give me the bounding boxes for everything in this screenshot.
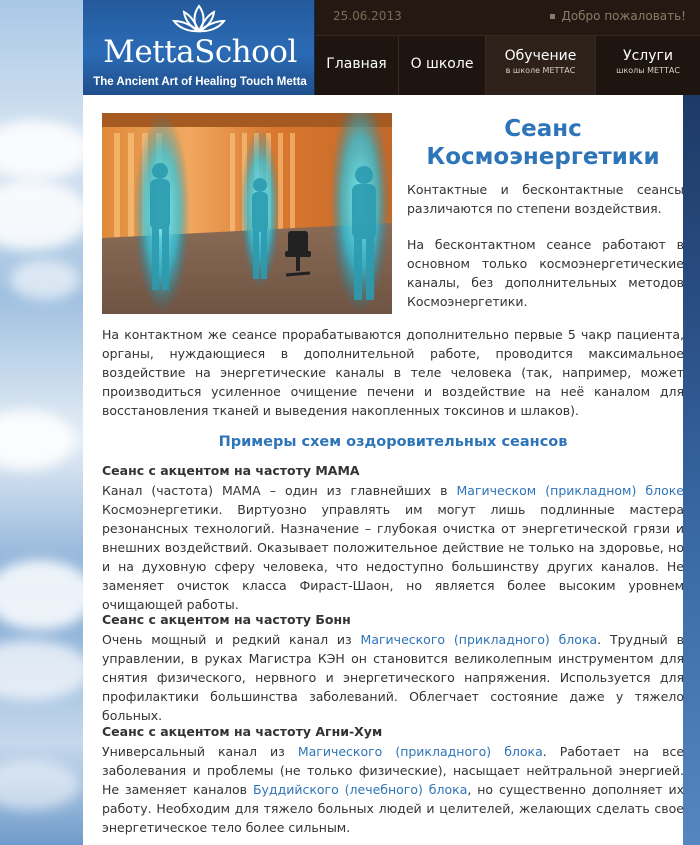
session-text-agni bbox=[102, 742, 684, 837]
nav-sublabel: школы МЕТТАС bbox=[616, 66, 680, 75]
intro-paragraph-1: Контактные и бесконтактные сеансы различаются по степени воздействия. bbox=[407, 182, 684, 216]
text-part: . Работает на все заболевания и проблемы (не только физические), насыщает нейтральной энергией. Не заменяет каналов bbox=[102, 744, 685, 797]
site-logo[interactable] bbox=[83, 0, 315, 95]
logo-tagline: The Ancient Art of Healing Touch Metta bbox=[93, 76, 307, 88]
bullet-icon bbox=[550, 14, 555, 19]
sky-background bbox=[0, 0, 83, 845]
top-bar bbox=[315, 0, 700, 36]
page-title: Сеанс Космоэнергетики bbox=[426, 116, 660, 170]
magic-block-link[interactable]: Магического (прикладного) блока bbox=[297, 744, 543, 759]
session-heading-bonn: Сеанс с акцентом на частоту Бонн bbox=[102, 612, 351, 627]
lotus-icon bbox=[171, 4, 227, 34]
magic-block-link[interactable]: Магическом (прикладном) блоке bbox=[456, 483, 684, 498]
intro-paragraph-3: На контактном же сеансе прорабатываются дополнительно первые 5 чакр пациента, органы, нуждающиеся в дополнительной работе, проводится максимальное воздействие на энергетические каналы в теле человека (так, например, может производиться усиленное очищение печени и воздействие на неё каналом для восстановления тканей и выведения накопленных токсинов и шлаков). bbox=[102, 327, 684, 418]
session-text-mama bbox=[102, 481, 684, 614]
text-part: Космоэнергетики. Виртуозно управлять им могут лишь подлинные мастера резонансных технологий. Назначение – глубокая очистка от энергетической грязи и внешних воздействий. Оказывает положительное действие не только на здоровье, но и на духовную сферу человека, что недоступно большинству других каналов. Не заменяет очисток класса Фираст-Шаон, но является более высоким уровнем очищающей работы. bbox=[102, 502, 684, 612]
nav-label: Услуги bbox=[623, 48, 673, 64]
session-text-bonn bbox=[102, 630, 684, 725]
nav-label: О школе bbox=[410, 56, 474, 72]
site-header bbox=[83, 0, 700, 95]
nav-label: Главная bbox=[326, 56, 387, 72]
nav-sublabel: в школе МЕТТАС bbox=[505, 66, 576, 75]
nav-item-services[interactable] bbox=[596, 36, 700, 95]
logo-name: MettaSchool bbox=[103, 34, 297, 70]
section-title: Примеры схем оздоровительных сеансов bbox=[218, 434, 568, 450]
welcome-text: Добро пожаловать! bbox=[561, 9, 686, 23]
buddhist-block-link[interactable]: Буддийского (лечебного) блока bbox=[252, 782, 468, 797]
session-illustration bbox=[102, 113, 392, 314]
magic-block-link[interactable]: Магического (прикладного) блока bbox=[360, 632, 598, 647]
text-part: Универсальный канал из bbox=[102, 744, 298, 759]
article-content bbox=[83, 95, 683, 845]
main-nav bbox=[315, 36, 700, 95]
text-part: . Трудный в управлении, в руках Магистра КЭН он становится великолепным инструментом для снятия физического, нервного и энергетического напряжения. Используется для профилактики большинства заболеваний. Облегчает состояние даже у тяжело больных. bbox=[102, 632, 684, 723]
session-heading-mama: Сеанс с акцентом на частоту МАМА bbox=[102, 463, 360, 478]
nav-item-training[interactable] bbox=[486, 36, 596, 95]
welcome-link[interactable] bbox=[550, 9, 686, 23]
nav-item-home[interactable] bbox=[315, 36, 399, 95]
intro-paragraph-2: На бесконтактном сеансе работают в основном только космоэнергетические каналы, без дополнительных методов Космоэнергетики. bbox=[407, 237, 684, 309]
nav-label: Обучение bbox=[504, 48, 577, 64]
session-photo bbox=[102, 113, 392, 314]
current-date: 25.06.2013 bbox=[333, 9, 402, 23]
sky-right-strip bbox=[683, 95, 700, 845]
nav-item-about[interactable] bbox=[399, 36, 486, 95]
text-part: Канал (частота) МАМА – один из главнейших в bbox=[102, 483, 457, 498]
session-heading-agni: Сеанс с акцентом на частоту Агни-Хум bbox=[102, 724, 383, 739]
text-part: , но существенно дополняет их работу. Необходим для тяжело больных людей и целителей, желающих сделать свое энергетическое тело более сильным. bbox=[102, 782, 685, 835]
text-part: Очень мощный и редкий канал из bbox=[102, 632, 361, 647]
